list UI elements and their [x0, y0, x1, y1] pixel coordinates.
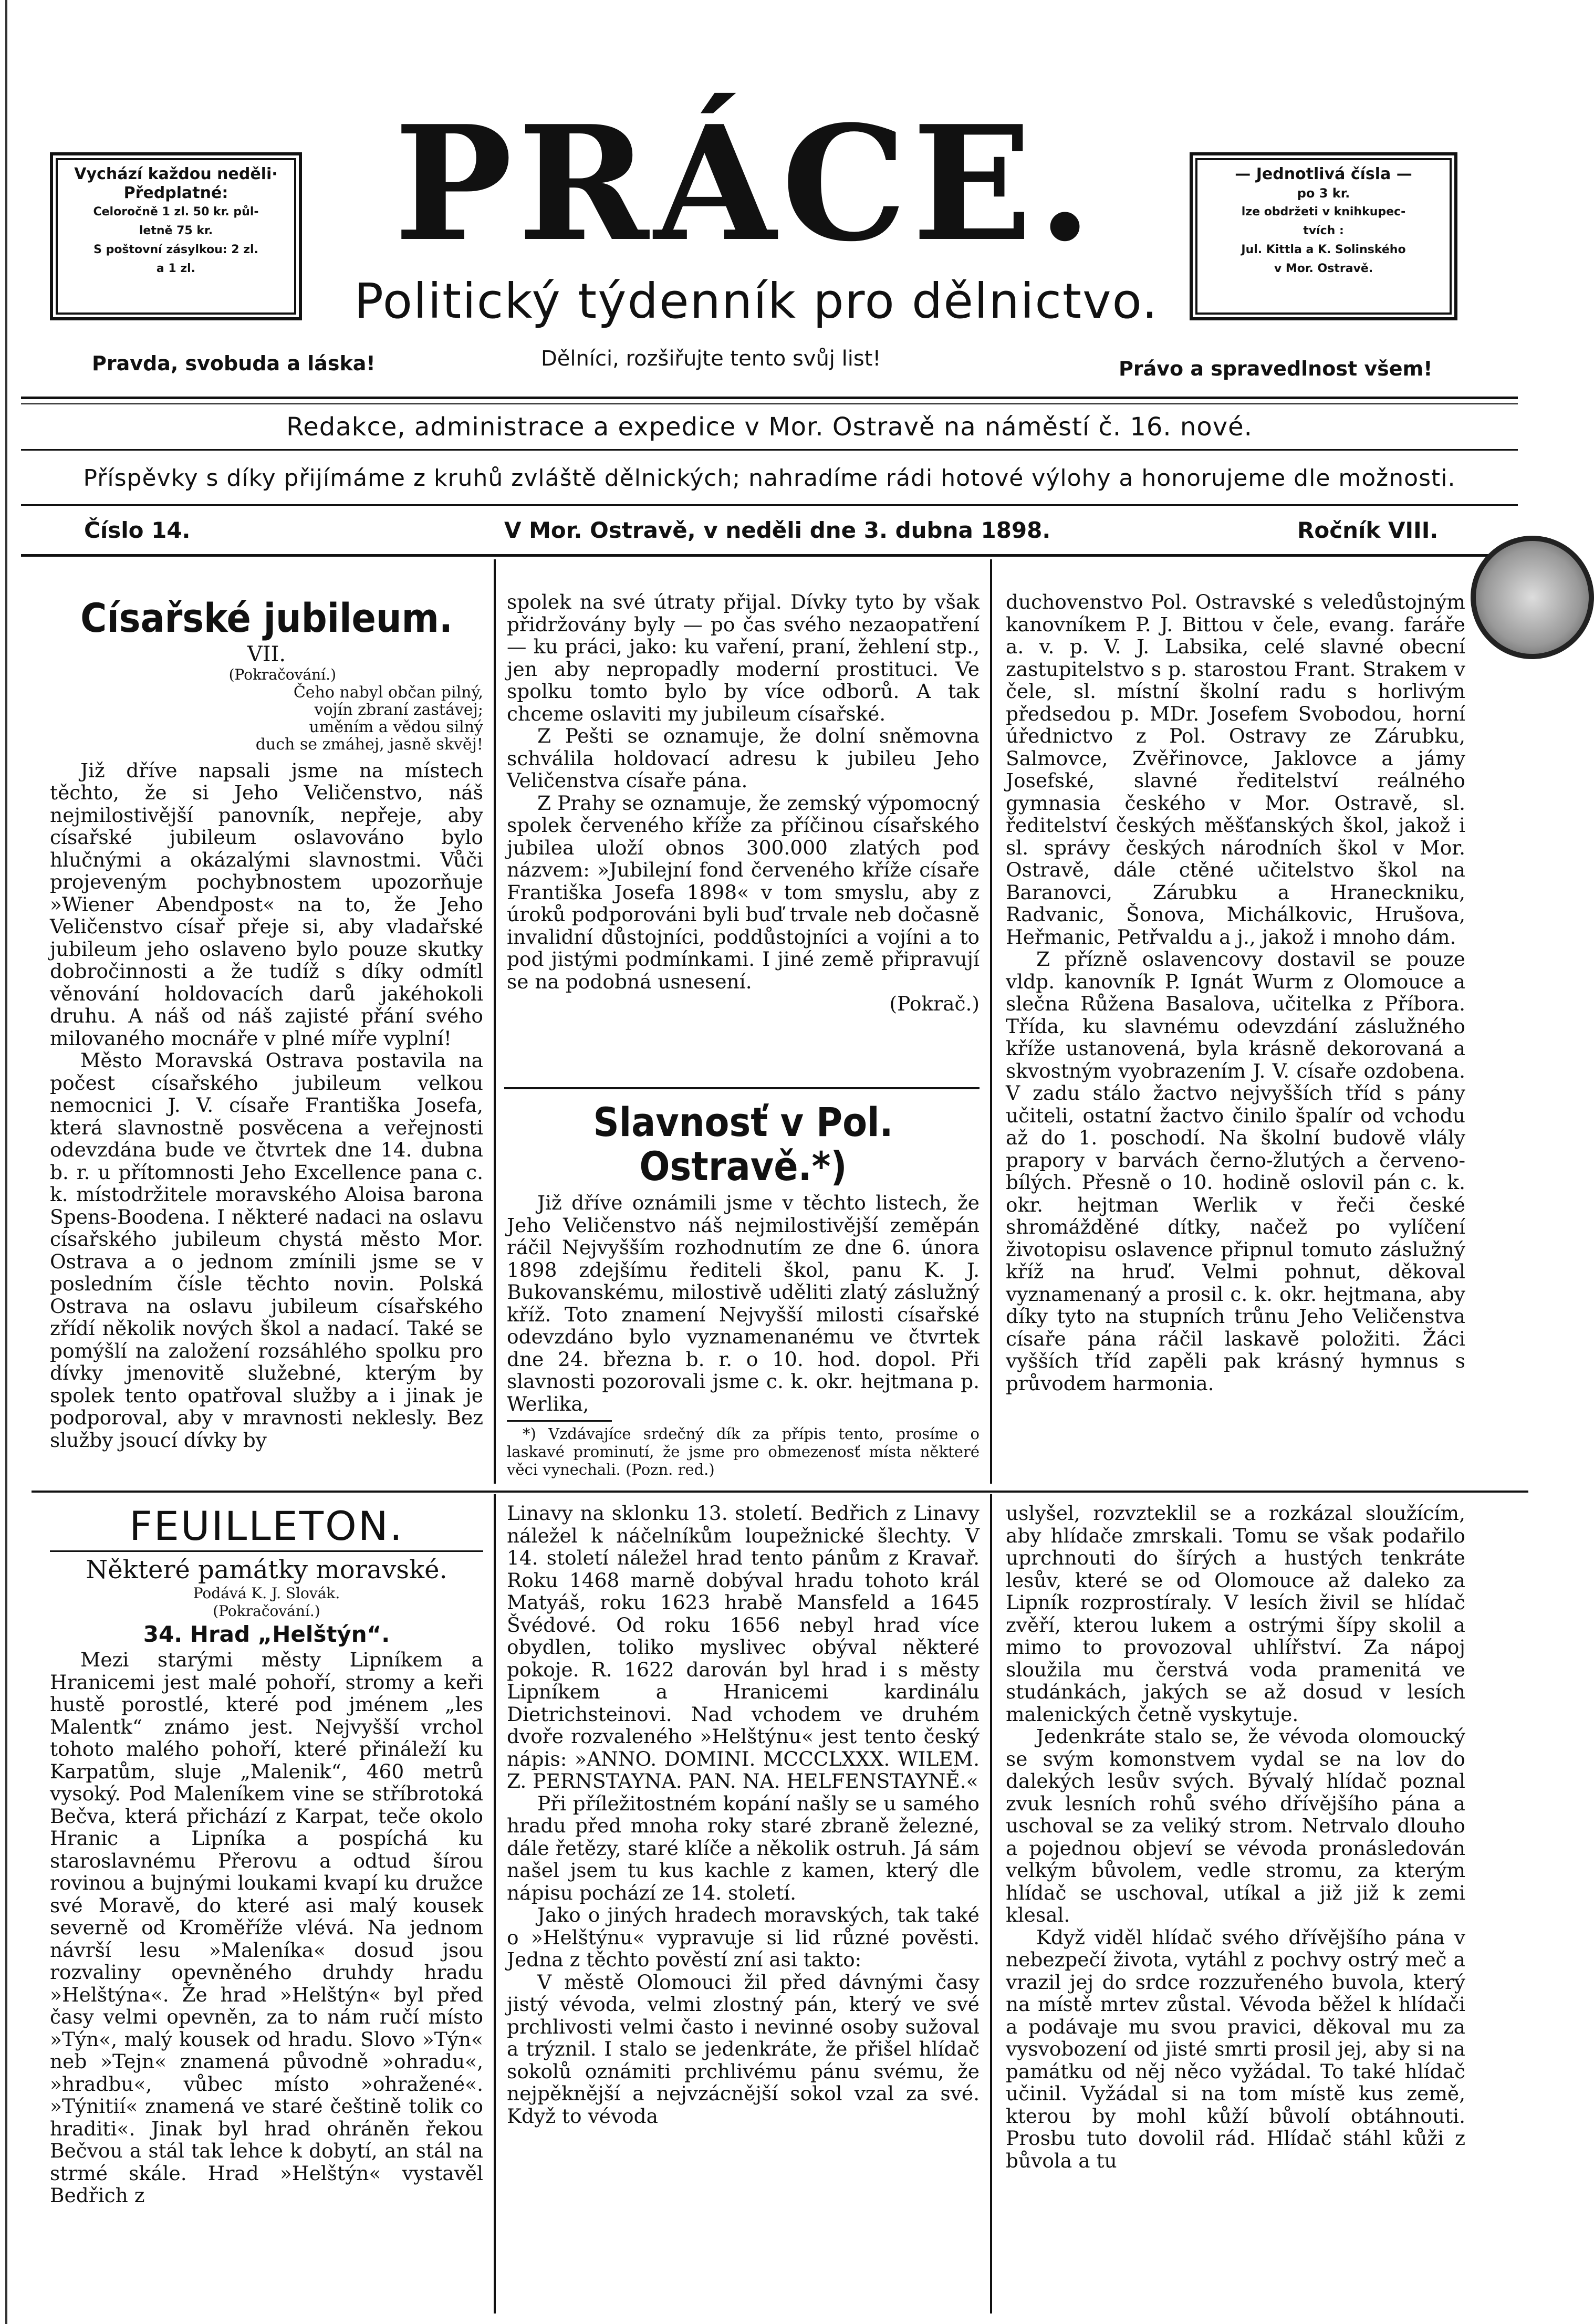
continuation-note: (Pokračování.) — [228, 665, 336, 683]
article-part: VII. — [247, 642, 286, 666]
subscription-box — [50, 152, 302, 320]
section-rule — [504, 1087, 980, 1089]
box-line: Jul. Kittla a K. Solinského — [1241, 243, 1406, 256]
paragraph: Jako o jiných hradech moravských, tak také o »Helštýnu« vypravuje si lid různé pověsti. Jedna z těchto pověstí zní asi takto: — [507, 1903, 980, 1971]
motto-center: Dělníci, rozšiřujte tento svůj list! — [541, 347, 881, 371]
box-line: Celoročně 1 zl. 50 kr. půl- — [93, 205, 259, 218]
newspaper-subtitle: Politický týdenník pro dělnictvo. — [354, 273, 1159, 329]
box-line: tvích : — [1303, 224, 1344, 237]
paragraph: Linavy na sklonku 13. století. Bedřich z Linavy náležel k náčelníkům loupežnické šlechty. V 14. století náležel hrad tento pánům z Kravař. Roku 1468 marně dobýval hradu tohoto král Matyáš, roku 1623 hrabě Mansfeld a 1645 Švédové. Od roku 1656 nebyl hrad více obydlen, toliko myslivec obýval některé pokoje. R. 1622 darován byl hrad i s městy Lipníkem a Hranicemi kardinálu Dietrichsteinovi. Nad vchodem ve druhém dvoře rozvaleného »Helštýnu« jest tento český nápis: »ANNO. DOMINI. MCCCLXXX. WILEM. Z. PERNSTAYNA. PAN. NA. HELFENSTAYNĚ.« — [507, 1502, 980, 1792]
epigraph-line: uměním a vědou silný — [309, 717, 483, 736]
box-line: Předplatné: — [123, 184, 228, 202]
left-margin-rule — [5, 0, 7, 2324]
paragraph: V městě Olomouci žil před dávnými časy jistý vévoda, velmi zlostný pán, který ve své prchlivosti velmi často i nevinné osoby sužoval a trýznil. I stalo se jedenkráte, že přišel hlídač sokolů oznámiti prchlivému pánu svému, že nejpěknější a nejvzácnější sokol vzal za své. Když to vévoda — [507, 1970, 980, 2128]
box-line: a 1 zl. — [156, 262, 196, 275]
paragraph: spolek na své útraty přijal. Dívky tyto by však přidržovány byly — po čas svého nezaopatření — ku práci, jako: ku vaření, praní, žehlení stp., jen aby nepropadly moderní prostituci. Ve spolku tomto bylo by více odborů. A tak chceme oslaviti my jubileum císařské. — [507, 590, 980, 725]
paragraph: duchovenstvo Pol. Ostravské s veledůstojným kanovníkem P. J. Bittou v čele, evang. faráře a. v. p. V. J. Labsika, celé slavné obecní zastupitelstvo s p. starostou Frant. Strakem v čele, sl. místní školní radu s horlivým předsedou p. MDr. Josefem Svobodou, horní úřednictvo z Pol. Ostravy ze Zárubku, Salmovce, Zvěřinovce, Jaklovce a jámy Josefské, slavné ředitelství reálného gymnasia českého v Mor. Ostravě, sl. ředitelství českých měšťanských škol, jakož i sl. správy českých národních škol v Mor. Ostravě, dále ctěné učitelstvo škol na Baranovci, Zárubku a Hraneckniku, Radvanic, Šonova, Michálkovic, Hrušova, Heřmanic, Petřvaldu a j., jakož i mnoho dám. — [1006, 590, 1465, 949]
paragraph: Z přízně oslavencovy dostavil se pouze vldp. kanovník P. Ignát Wurm z Olomouce a slečna Růžena Basalova, učitelka z Příbora. Třída, ku slavnému odevzdání záslužného kříže ustanovená, byla krásně dekorovaná a skvostným vyobrazením J. V. císaře ozdobena. V zadu stálo žactvo nejvyšších tříd s pány učiteli, ostatní žactvo činilo špalír od vchodu až do 1. poschodí. Na školní budově vlály prapory v barvách černo-žlutých a červeno-bílých. Přesně o 10. hodině oslovil pán c. k. okr. hejtman Werlik v řeči české shromážděné dítky, načež po vylíčení životopisu oslavence připnul tomuto záslužný kříž na hruď. Velmi pohnut, děkoval vyznamenaný a prosil c. k. okr. hejtmana, aby díky tyto na stupních trůnu Jeho Veličenstva císaře pána ráčil laskavě položiti. Žáci vyšších tříd zapěli pak krásný hymnus s průvodem harmonia. — [1006, 947, 1465, 1395]
column-divider — [494, 559, 496, 1484]
paragraph: Z Prahy se oznamuje, že zemský výpomocný spolek červeného kříže za příčinou císařského jubilea uloží obnos 300.000 zlatých pod názvem: »Jubilejní fond červeného kříže císaře Františka Josefa 1898« v tom smyslu, aby z úroků podporováni byli buď trvale neb dočasně invalidní důstojníci, poddůstojníci a vojíni a to pod jistými podmínkami. I jiné země připravují se na podobná usnesení. — [507, 791, 980, 993]
epigraph-line: Čeho nabyl občan pilný, — [293, 683, 483, 702]
column-divider — [990, 559, 992, 1484]
article-title: Císařské jubileum. — [80, 595, 453, 641]
box-line: po 3 kr. — [1297, 186, 1350, 201]
issue-date: V Mor. Ostravě, v neděli dne 3. dubna 1898. — [504, 517, 1051, 543]
paragraph: Již dříve napsali jsme na místech těchto, že si Jeho Veličenstvo, náš nejmilostivější panovník, nepřeje, aby císařské jubileum oslavováno bylo hlučnými a okázalými slavnostmi. Vůči projeveným pochybnostem upozorňuje »Wiener Abendpost« na to, že Jeho Veličenstvo císař přeje si, aby vladařské jubileum jeho oslaveno bylo pouze skutky dobročinnosti a že tudíž s díky odmítl věnování holdovacích darů jakéhokoli druhu. A náš od náš zajisté přání svého milovaného mocnáře v plné míře vyplní! — [50, 758, 483, 1050]
column-2 — [507, 591, 980, 1015]
feuilleton-title: Některé památky moravské. — [86, 1555, 447, 1585]
contributions-note: Příspěvky s díky přijímáme z kruhů zvláště dělnických; nahradíme rádi hotové výlohy a honorujeme dle možnosti. — [83, 465, 1456, 492]
footnote-rule — [507, 1420, 612, 1422]
column-divider — [990, 1494, 992, 2313]
paragraph: Jedenkráte stalo se, že vévoda olomoucký se svým komonstvem vydal se na lov do dalekých lesův svých. Bývalý hlídač poznal zvuk lesních rohů svého dřívějšího pána a uschoval se za veliký strom. Netrvalo dlouho a pojednou objeví se vévoda pronásledován velkým bůvolem, vedle stromu, za kterým hlídač se uschoval, utíkal a již již k zemi klesal. — [1006, 1725, 1465, 1926]
box-line: S poštovní zásylkou: 2 zl. — [93, 243, 258, 256]
feuilleton-column-3 — [1006, 1502, 1465, 2172]
single-copies-box — [1190, 152, 1457, 320]
header-rule — [21, 449, 1518, 451]
feuilleton-header: FEUILLETON. — [129, 1503, 404, 1549]
paragraph: Z Pešti se oznamuje, že dolní sněmovna schválila holdovací adresu k jubileu Jeho Veličenstva císaře pána. — [507, 724, 980, 792]
paragraph: Již dříve oznámili jsme v těchto listech, že Jeho Veličenstvo náš nejmilostivější zeměpán ráčil Nejvyšším rozhodnutím ze dne 6. února 1898 zdejšímu řediteli škol, panu K. J. Bukovanskému, milostivě uděliti zlatý záslužný kříž. Toto znamení Nejvyšší milosti císařské odevzdáno bylo vyznamenanému ve čtvrtek dne 24. března b. r. o 10. hod. dopol. Při slavnosti pozorovali jsme c. k. okr. hejtmana p. Werlika, — [507, 1191, 980, 1415]
continuation-end: (Pokrač.) — [889, 992, 980, 1015]
feuilleton-column-1 — [50, 1497, 483, 2207]
column-divider — [494, 1494, 496, 2313]
box-line: v Mor. Ostravě. — [1274, 262, 1373, 275]
box-line: letně 75 kr. — [139, 224, 213, 237]
paragraph: Mezi starými městy Lipníkem a Hranicemi jest malé pohoří, stromy a keři hustě porostlé, které pod jménem „les Malentk“ známo jest. Nejvyšší vrchol tohoto malého pohoří, které přináleží ku Karpatům, sluje „Malenik“, 460 metrů vysoký. Pod Maleníkem vine se stříbrotoká Bečva, která přichází z Karpat, teče okolo Hranic a Lipníka a pospíchá ku staroslavnému Přerovu a odtud šírou rovinou a bujnými loukami kvapí ku družce své Moravě, do které asi malý kousek severně od Kroměříže vlévá. Na jednom návrší lesu »Maleníka« dosud jsou rozvaliny opevněného druhdy hradu »Helštýna«. Že hrad »Helštýn« byl před časy velmi opevněn, za to nám ručí místo »Týn«, malý kousek od hradu. Slovo »Týn« neb »Tejn« znamená původně »ohradu«, »hradbu«, vůbec místo »ohražené«. »Týnitií« znamená ve staré češtině tolik co hraditi«. Jinak byl hrad ohráněn řekou Bečvou a stál tak lehce k dobytí, an stál na strmé skále. Hrad »Helštýn« vystavěl Bedřich z — [50, 1648, 483, 2207]
issue-number: Číslo 14. — [84, 517, 191, 543]
volume: Ročník VIII. — [1297, 517, 1439, 543]
paragraph: Když viděl hlídač svého dřívějšího pána v nebezpečí života, vytáhl z pochvy ostrý meč a vrazil jej do srdce rozzuřeného buvola, který na místě mrtev zůstal. Vévoda běžel k hlídači a podávaje mu svou pravici, děkoval mu za vysvobození od jisté smrti prosil jej, aby si na památku od něj něco vyžádal. To také hlídač učinil. Vyžádal si na tom místě kus země, kterou by mohl kůží bůvolí obtáhnouti. Prosbu tuto dovolil rád. Hlídač stáhl kůži z bůvola a tu — [1006, 1925, 1465, 2172]
epigraph-line: vojín zbraní zastávej; — [314, 700, 483, 719]
continuation-note: (Pokračování.) — [213, 1602, 320, 1620]
section-rule — [32, 1491, 1528, 1493]
feuilleton-subtitle: 34. Hrad „Helštýn“. — [143, 1621, 390, 1647]
column-2-lower — [507, 1095, 980, 1478]
feuilleton-rule — [50, 1550, 483, 1552]
feuilleton-byline: Podává K. J. Slovák. — [193, 1585, 340, 1602]
epigraph-line: duch se zmáhej, jasně skvěj! — [255, 735, 483, 754]
header-rule — [21, 403, 1518, 404]
epigraph — [50, 684, 483, 753]
paragraph: Při příležitostném kopání našly se u samého hradu před mnoha roky staré zbraně železné, dále řetězy, staré klíče a několik ostruh. Já sám našel jsem tu kus kachle z kamen, který dle nápisu pochází ze 14. století. — [507, 1791, 980, 1904]
article-title: Slavnosť v Pol. Ostravě.*) — [593, 1099, 893, 1190]
footnote: *) Vzdávajíce srdečný dík za přípis tento, prosíme o laskavé prominutí, že jsme pro obmezenosť místa některé věci vynechali. (Pozn. red.) — [507, 1425, 980, 1478]
header-rule — [21, 397, 1518, 399]
newspaper-title: PRÁCE. — [394, 91, 1098, 276]
motto-right: Právo a spravedlnost všem! — [1119, 357, 1433, 380]
column-1 — [50, 591, 483, 1451]
office-address: Redakce, administrace a expedice v Mor. Ostravě na náměstí č. 16. nové. — [286, 412, 1253, 442]
header-rule — [21, 504, 1518, 506]
motto-left: Pravda, svobuda a láska! — [92, 352, 376, 375]
feuilleton-column-2 — [507, 1502, 980, 2127]
box-line: Vychází každou neděli· — [74, 165, 278, 183]
header-rule — [21, 554, 1518, 557]
paragraph: uslyšel, rozvzteklil se a rozkázal sloužícím, aby hlídače zmrskali. Tomu se však podařilo uprchnouti do šírých a hustých tenkráte lesův, které se od Olomouce až daleko za Lipník rozprostíraly. V lesích živil se hlídač zvěří, kterou lukem a ostrými šípy skolil a mimo to provozoval uhlířství. Za nápoj sloužila mu čerstvá voda pramenitá ve studánkách, jakých se až dosud v lesích malenických četně vyskytuje. — [1006, 1502, 1465, 1726]
column-3 — [1006, 591, 1465, 1394]
box-line: — Jednotlivá čísla — — [1235, 165, 1412, 183]
box-line: lze obdržeti v knihkupec- — [1241, 205, 1406, 218]
library-stamp — [1471, 536, 1594, 659]
paragraph: Město Moravská Ostrava postavila na počest císařského jubileum velkou nemocnici J. V. císaře Františka Josefa, která slavnostně posvěcena a veřejnosti odevzdána bude ve čtvrtek dne 14. dubna b. r. u přítomnosti Jeho Excellence pana c. k. místodržitele moravského Aloisa barona Spens-Boodena. I některé nadaci na oslavu císařského jubileum chystá město Mor. Ostrava a o jednom zmínili jsme se v posledním čísle těchto novin. Polská Ostrava na oslavu jubileum císařského zřídí několik nových škol a nadací. Také se pomýšlí na založení rozsáhlého spolku pro dívky jmenovitě služebné, kterým by spolek tento opatřoval služby a i jinak je podporoval, aby v mravnosti neklesly. Bez služby jsoucí dívky by — [50, 1049, 483, 1452]
